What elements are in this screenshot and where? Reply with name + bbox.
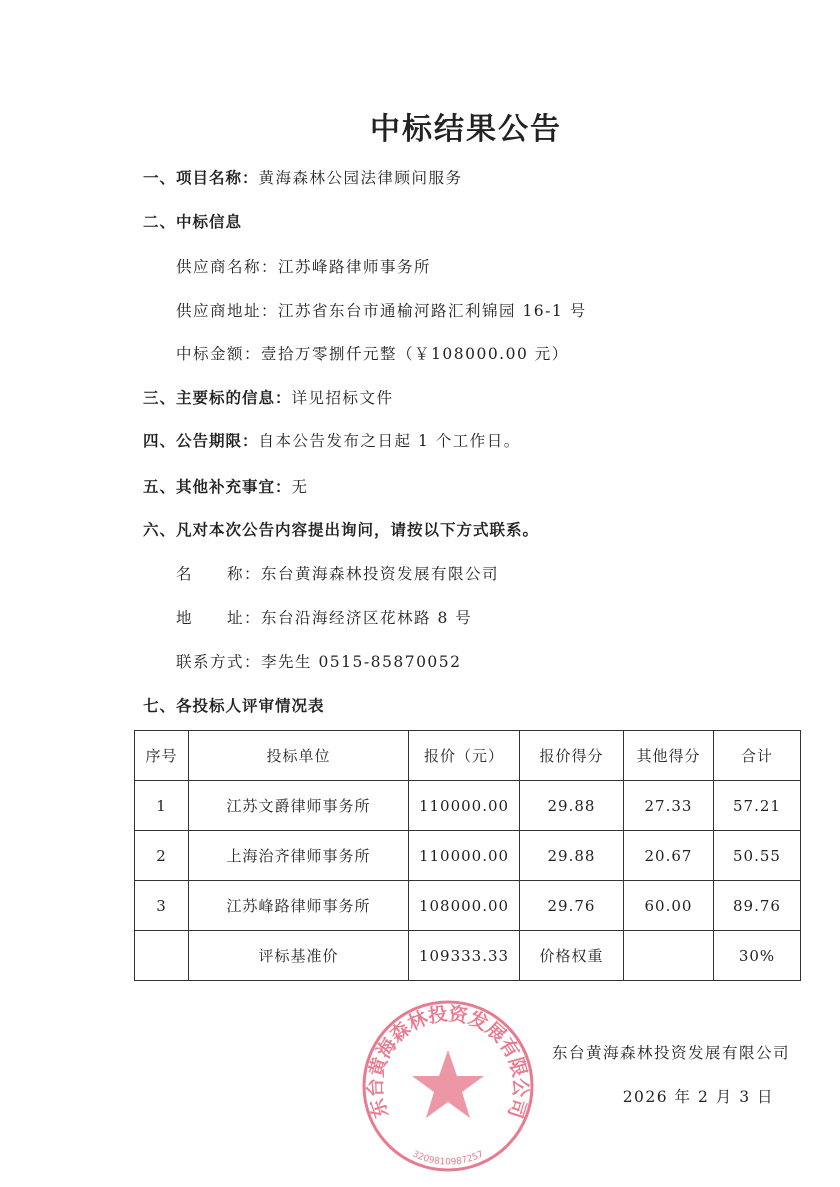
cell: 57.21 xyxy=(714,781,801,831)
label: 五、其他补充事宜： xyxy=(143,478,292,496)
header-cell: 合计 xyxy=(714,731,801,781)
signature-company: 东台黄海森林投资发展有限公司 xyxy=(551,1044,790,1062)
label: 四、公告期限： xyxy=(143,432,259,450)
label: 联系方式： xyxy=(176,653,262,671)
contact-address-line xyxy=(176,608,472,628)
table-footer-row xyxy=(135,931,801,981)
cell: 89.76 xyxy=(714,881,801,931)
evaluation-table xyxy=(134,730,801,981)
main-subject-line xyxy=(143,388,394,408)
table-row xyxy=(135,781,801,831)
cell: 3 xyxy=(135,881,189,931)
label: 名 称： xyxy=(176,565,262,583)
cell: 108000.00 xyxy=(409,881,520,931)
cell: 29.88 xyxy=(520,831,624,881)
cell: 1 xyxy=(135,781,189,831)
supplier-address-line xyxy=(176,301,587,321)
value: 东台沿海经济区花林路 8 号 xyxy=(261,609,473,627)
header-cell: 其他得分 xyxy=(624,731,714,781)
cell: 27.33 xyxy=(624,781,714,831)
award-amount-line xyxy=(176,344,569,364)
table-row xyxy=(135,831,801,881)
cell: 50.55 xyxy=(714,831,801,881)
other-matters-line xyxy=(143,477,309,497)
cell: 上海治齐律师事务所 xyxy=(189,831,409,881)
label: 中标金额： xyxy=(176,345,262,363)
value: 自本公告发布之日起 1 个工作日。 xyxy=(258,432,521,450)
cell: 20.67 xyxy=(624,831,714,881)
table-row xyxy=(135,881,801,931)
cell: 110000.00 xyxy=(409,831,520,881)
value: 详见招标文件 xyxy=(291,389,394,407)
project-name-line xyxy=(143,168,463,188)
value: 东台黄海森林投资发展有限公司 xyxy=(261,565,500,583)
header-cell: 报价得分 xyxy=(520,731,624,781)
base-price-label: 评标基准价 xyxy=(189,931,409,981)
value: 黄海森林公园法律顾问服务 xyxy=(258,169,463,187)
signature-date: 2026 年 2 月 3 日 xyxy=(622,1088,774,1106)
cell: 2 xyxy=(135,831,189,881)
header-cell: 序号 xyxy=(135,731,189,781)
cell: 110000.00 xyxy=(409,781,520,831)
seal-text: 东台黄海森林投资发展有限公司 xyxy=(364,1002,532,1121)
cell: 29.76 xyxy=(520,881,624,931)
base-price-value: 109333.33 xyxy=(409,931,520,981)
supplier-name-line xyxy=(176,257,431,277)
cell xyxy=(135,931,189,981)
label: 供应商名称： xyxy=(176,258,279,276)
seal-star-icon xyxy=(412,1050,484,1118)
weight-value: 30% xyxy=(714,931,801,981)
label: 供应商地址： xyxy=(176,302,279,320)
cell: 29.88 xyxy=(520,781,624,831)
section-contact: 六、凡对本次公告内容提出询问，请按以下方式联系。 xyxy=(143,521,540,539)
value: 无 xyxy=(291,478,309,496)
header-cell: 投标单位 xyxy=(189,731,409,781)
table-header-row xyxy=(135,731,801,781)
label: 三、主要标的信息： xyxy=(143,389,292,407)
company-seal-stamp xyxy=(360,998,536,1174)
cell: 江苏文爵律师事务所 xyxy=(189,781,409,831)
value: 江苏峰路律师事务所 xyxy=(278,258,432,276)
seal-number: 3209810987257 xyxy=(410,1149,486,1168)
cell: 60.00 xyxy=(624,881,714,931)
cell: 江苏峰路律师事务所 xyxy=(189,881,409,931)
value: 李先生 0515-85870052 xyxy=(261,653,462,671)
label: 一、项目名称： xyxy=(143,169,259,187)
section-award-info: 二、中标信息 xyxy=(143,213,243,231)
value: 壹拾万零捌仟元整（￥108000.00 元） xyxy=(261,345,569,363)
label: 地 址： xyxy=(176,609,262,627)
weight-label: 价格权重 xyxy=(520,931,624,981)
contact-name-line xyxy=(176,564,499,584)
page-title: 中标结果公告 xyxy=(370,112,562,147)
value: 江苏省东台市通榆河路汇利锦园 16-1 号 xyxy=(278,302,587,320)
notice-period-line xyxy=(143,431,521,451)
header-cell: 报价（元） xyxy=(409,731,520,781)
contact-phone-line xyxy=(176,652,462,672)
section-evaluation: 七、各投标人评审情况表 xyxy=(143,697,325,715)
cell xyxy=(624,931,714,981)
